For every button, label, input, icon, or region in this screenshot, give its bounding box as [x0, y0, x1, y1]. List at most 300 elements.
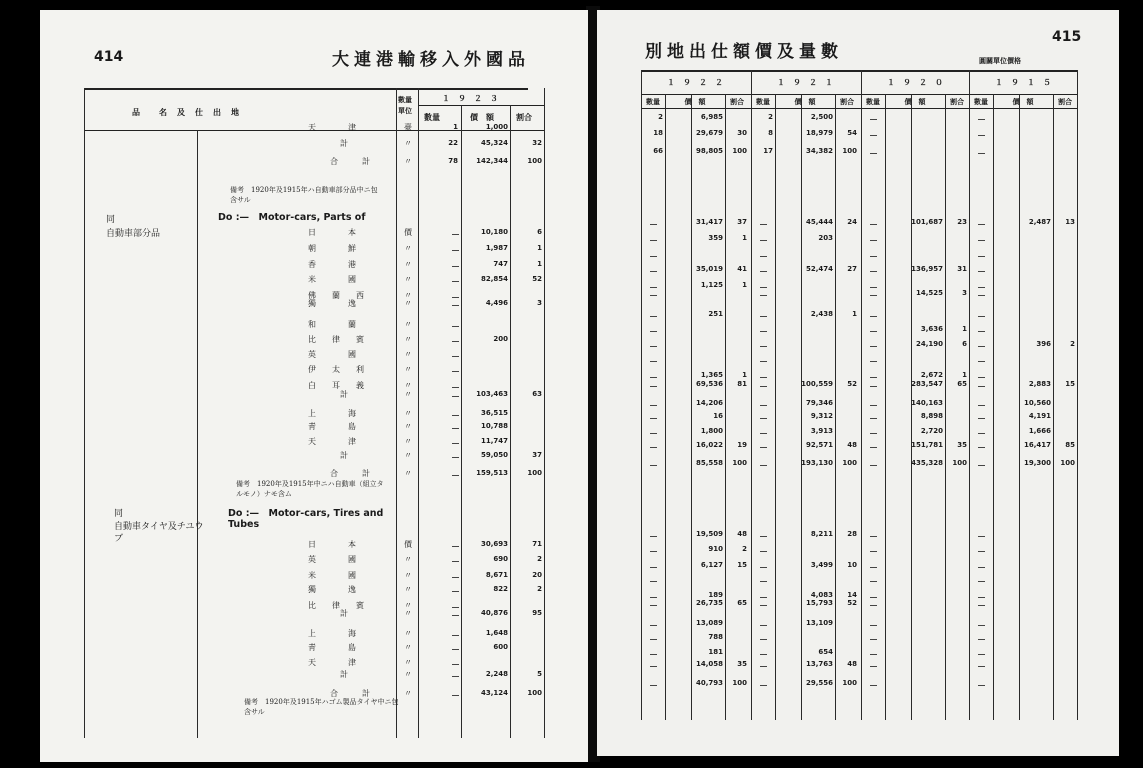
value-cell: 1,987: [485, 244, 508, 252]
dash-mark: [650, 346, 657, 347]
pct-cell: 3: [962, 289, 967, 297]
dash-mark: [452, 615, 459, 616]
value-cell: 1,648: [485, 629, 508, 637]
col-divider: [885, 94, 886, 720]
dash-mark: [452, 415, 459, 416]
value-cell: 14,525: [915, 289, 943, 297]
table-top-rule: [84, 88, 528, 90]
pct-cell: 41: [737, 265, 747, 273]
unit-cell: 價: [404, 540, 412, 549]
dash-mark: [870, 240, 877, 241]
dash-mark: [978, 625, 985, 626]
value-cell: 40,876: [480, 609, 508, 617]
origin-label: 獨 逸: [308, 299, 356, 308]
unit-cell: 〃: [404, 689, 412, 698]
value-cell: 43,124: [480, 689, 508, 697]
dash-mark: [650, 361, 657, 362]
dash-mark: [452, 356, 459, 357]
value-cell: 396: [1036, 340, 1051, 348]
year-rule: [641, 94, 1077, 95]
qty-cell: 18: [653, 129, 663, 137]
page-number-left: 414: [94, 49, 124, 65]
unit-cell: 〃: [404, 335, 412, 344]
value-cell: 359: [708, 234, 723, 242]
value-cell: 98,805: [695, 147, 723, 155]
dash-mark: [760, 465, 767, 466]
origin-label: 靑 島: [308, 643, 356, 652]
value-cell: 31,417: [695, 218, 723, 226]
pct-cell: 30: [737, 129, 747, 137]
header-qty: 數量: [646, 97, 660, 106]
dash-mark: [760, 224, 767, 225]
pct-cell: 20: [532, 571, 542, 579]
value-cell: 200: [493, 335, 508, 343]
dash-mark: [978, 256, 985, 257]
pct-cell: 100: [842, 147, 857, 155]
dash-mark: [452, 676, 459, 677]
unit-cell: 〃: [404, 629, 412, 638]
dash-mark: [870, 581, 877, 582]
pct-cell: 2: [742, 545, 747, 553]
dash-mark: [452, 428, 459, 429]
unit-cell: 〃: [404, 275, 412, 284]
page-number-right: 415: [1052, 29, 1082, 45]
pct-cell: 48: [737, 530, 747, 538]
page-title-left: 大連港輸移入外國品: [332, 50, 530, 70]
pct-cell: 6: [962, 340, 967, 348]
value-cell: 30,693: [480, 540, 508, 548]
dash-mark: [650, 377, 657, 378]
unit-cell: 〃: [404, 658, 412, 667]
dash-mark: [978, 331, 985, 332]
dash-mark: [650, 536, 657, 537]
value-cell: 103,463: [476, 390, 508, 398]
pct-cell: 100: [732, 147, 747, 155]
value-cell: 1,125: [700, 281, 723, 289]
pct-cell: 100: [527, 469, 542, 477]
dash-mark: [870, 447, 877, 448]
pct-cell: 31: [957, 265, 967, 273]
origin-label: 天 津: [308, 437, 356, 446]
origin-label: 英 國: [308, 350, 356, 359]
dash-mark: [452, 234, 459, 235]
value-cell: 788: [708, 633, 723, 641]
value-cell: 2,438: [810, 310, 833, 318]
note-section1: 備考 1920年及1915年中ニハ自動車（組立タルモノ）ナモ含ム: [236, 480, 384, 498]
header-goods-origin: 品 名 及 仕 出 地: [132, 107, 240, 117]
origin-label: 上 海: [308, 629, 356, 638]
dash-mark: [452, 695, 459, 696]
dash-mark: [870, 346, 877, 347]
unit-note: 圓關單位價格: [979, 56, 1021, 65]
value-cell: 1,000: [485, 123, 508, 131]
unit-cell: 〃: [404, 571, 412, 580]
header-year-1923: １ ９ ２ ３: [442, 93, 498, 103]
unit-cell: 〃: [404, 609, 412, 618]
dash-mark: [978, 654, 985, 655]
value-cell: 2,248: [485, 670, 508, 678]
pct-cell: 14: [847, 591, 857, 599]
value-cell: 19,300: [1023, 459, 1051, 467]
dash-mark: [760, 271, 767, 272]
value-cell: 19,509: [695, 530, 723, 538]
dash-mark: [870, 153, 877, 154]
dash-mark: [650, 224, 657, 225]
section1-name-jp: 自動車部分品: [106, 229, 161, 239]
dash-mark: [650, 433, 657, 434]
ditto-mark: 同: [114, 509, 124, 519]
origin-label: 合 計: [330, 689, 370, 698]
header-pct: 割合: [730, 97, 744, 106]
ditto-mark: 同: [106, 215, 116, 225]
dash-mark: [760, 331, 767, 332]
pct-cell: 15: [737, 561, 747, 569]
col-divider: [911, 94, 912, 720]
pct-cell: 1: [962, 325, 967, 333]
pct-cell: 1: [742, 281, 747, 289]
origin-label: 比 律 賓: [308, 335, 364, 344]
value-cell: 8,898: [920, 412, 943, 420]
pct-cell: 2: [537, 585, 542, 593]
dash-mark: [650, 551, 657, 552]
header-qty: 數量: [424, 112, 440, 122]
dash-mark: [978, 551, 985, 552]
dash-mark: [978, 465, 985, 466]
value-cell: 142,344: [476, 157, 508, 165]
value-cell: 26,735: [695, 599, 723, 607]
dash-mark: [650, 625, 657, 626]
dash-mark: [760, 377, 767, 378]
dash-mark: [978, 536, 985, 537]
dash-mark: [650, 331, 657, 332]
qty-cell: 22: [448, 139, 458, 147]
header-year: １ ９ ２ ０: [887, 77, 943, 87]
value-cell: 600: [493, 643, 508, 651]
value-cell: 140,163: [911, 399, 943, 407]
origin-label: 計: [340, 670, 348, 679]
value-cell: 2,672: [920, 371, 943, 379]
pct-cell: 13: [1065, 218, 1075, 226]
value-cell: 3,636: [920, 325, 943, 333]
dash-mark: [760, 418, 767, 419]
dash-mark: [650, 256, 657, 257]
origin-label: 伊 太 利: [308, 365, 364, 374]
pct-cell: 23: [957, 218, 967, 226]
dash-mark: [452, 326, 459, 327]
dash-mark: [760, 316, 767, 317]
pct-cell: 100: [732, 459, 747, 467]
dash-mark: [870, 433, 877, 434]
dash-mark: [870, 625, 877, 626]
origin-label: 米 國: [308, 571, 356, 580]
value-cell: 910: [708, 545, 723, 553]
dash-mark: [870, 224, 877, 225]
dash-mark: [870, 597, 877, 598]
value-cell: 52,474: [805, 265, 833, 273]
unit-cell: 〃: [404, 422, 412, 431]
pct-cell: 100: [842, 679, 857, 687]
value-cell: 690: [493, 555, 508, 563]
dash-mark: [452, 635, 459, 636]
dash-mark: [870, 119, 877, 120]
value-cell: 16,417: [1023, 441, 1051, 449]
value-cell: 24,190: [915, 340, 943, 348]
value-cell: 29,679: [695, 129, 723, 137]
pct-cell: 71: [532, 540, 542, 548]
pct-cell: 6: [537, 228, 542, 236]
dash-mark: [870, 639, 877, 640]
col-divider: [751, 70, 752, 720]
col-divider: [641, 70, 642, 720]
table-top-rule: [641, 70, 1077, 72]
pct-cell: 65: [737, 599, 747, 607]
pct-cell: 5: [537, 670, 542, 678]
pct-cell: 63: [532, 390, 542, 398]
dash-mark: [870, 287, 877, 288]
value-cell: 283,547: [911, 380, 943, 388]
dash-mark: [870, 465, 877, 466]
dash-mark: [870, 135, 877, 136]
origin-label: 靑 島: [308, 422, 356, 431]
dash-mark: [760, 666, 767, 667]
pct-cell: 10: [847, 561, 857, 569]
dash-mark: [870, 666, 877, 667]
pct-cell: 81: [737, 380, 747, 388]
pct-cell: 65: [957, 380, 967, 388]
origin-label: 計: [340, 390, 348, 399]
pct-cell: 100: [842, 459, 857, 467]
dash-mark: [978, 386, 985, 387]
dash-mark: [452, 387, 459, 388]
dash-mark: [978, 433, 985, 434]
dash-mark: [452, 664, 459, 665]
header-year: １ ９ １ ５: [995, 77, 1051, 87]
dash-mark: [760, 567, 767, 568]
value-cell: 16,022: [695, 441, 723, 449]
pct-cell: 95: [532, 609, 542, 617]
value-cell: 101,687: [911, 218, 943, 226]
value-cell: 1,666: [1028, 427, 1051, 435]
unit-cell: 臺: [404, 123, 412, 132]
origin-label: 日 本: [308, 540, 356, 549]
value-cell: 3,499: [810, 561, 833, 569]
unit-cell: 〃: [404, 585, 412, 594]
dash-mark: [870, 605, 877, 606]
value-cell: 79,346: [805, 399, 833, 407]
dash-mark: [978, 135, 985, 136]
dash-mark: [978, 567, 985, 568]
value-cell: 14,058: [695, 660, 723, 668]
pct-cell: 37: [737, 218, 747, 226]
value-cell: 100,559: [801, 380, 833, 388]
header-pct: 割合: [840, 97, 854, 106]
pct-cell: 100: [527, 689, 542, 697]
dash-mark: [650, 567, 657, 568]
value-cell: 92,571: [805, 441, 833, 449]
pct-cell: 24: [847, 218, 857, 226]
header-qty: 數量: [756, 97, 770, 106]
dash-mark: [760, 346, 767, 347]
dash-mark: [452, 281, 459, 282]
section1-name-en: Do :— Motor-cars, Parts of: [218, 212, 366, 223]
qty-cell: 2: [658, 113, 663, 121]
value-cell: 40,793: [695, 679, 723, 687]
pct-cell: 28: [847, 530, 857, 538]
origin-label: 天 津: [308, 123, 356, 132]
dash-mark: [452, 546, 459, 547]
right-page: [597, 10, 1119, 756]
col-divider: [461, 105, 462, 738]
unit-cell: 〃: [404, 299, 412, 308]
value-cell: 69,536: [695, 380, 723, 388]
qty-cell: 78: [448, 157, 458, 165]
col-divider: [835, 94, 836, 720]
unit-cell: 〃: [404, 157, 412, 166]
dash-mark: [978, 346, 985, 347]
dash-mark: [760, 551, 767, 552]
value-cell: 4,083: [810, 591, 833, 599]
unit-cell: 〃: [404, 139, 412, 148]
qty-cell: 2: [768, 113, 773, 121]
dash-mark: [650, 287, 657, 288]
dash-mark: [870, 418, 877, 419]
col-divider: [993, 94, 994, 720]
origin-label: 獨 逸: [308, 585, 356, 594]
dash-mark: [760, 433, 767, 434]
header-value: 價 額: [470, 112, 494, 122]
dash-mark: [760, 287, 767, 288]
dash-mark: [650, 316, 657, 317]
dash-mark: [452, 250, 459, 251]
dash-mark: [650, 605, 657, 606]
value-cell: 189: [708, 591, 723, 599]
unit-cell: 〃: [404, 670, 412, 679]
header-year: １ ９ ２ １: [777, 77, 833, 87]
col-divider: [969, 70, 970, 720]
dash-mark: [978, 405, 985, 406]
dash-mark: [452, 607, 459, 608]
origin-label: 計: [340, 451, 348, 460]
value-cell: 35,019: [695, 265, 723, 273]
pct-cell: 48: [847, 441, 857, 449]
dash-mark: [978, 271, 985, 272]
dash-mark: [760, 386, 767, 387]
dash-mark: [452, 443, 459, 444]
pct-cell: 1: [852, 310, 857, 318]
dash-mark: [452, 371, 459, 372]
value-cell: 6,985: [700, 113, 723, 121]
dash-mark: [978, 581, 985, 582]
dash-mark: [650, 685, 657, 686]
dash-mark: [452, 396, 459, 397]
dash-mark: [452, 341, 459, 342]
value-cell: 9,312: [810, 412, 833, 420]
pct-cell: 35: [737, 660, 747, 668]
dash-mark: [452, 457, 459, 458]
header-value: 價 額: [684, 97, 706, 106]
header-value: 價 額: [794, 97, 816, 106]
pct-cell: 2: [537, 555, 542, 563]
value-cell: 193,130: [801, 459, 833, 467]
dash-mark: [978, 361, 985, 362]
pct-cell: 100: [732, 679, 747, 687]
dash-mark: [978, 119, 985, 120]
unit-cell: 〃: [404, 437, 412, 446]
unit-cell: 〃: [404, 469, 412, 478]
value-cell: 85,558: [695, 459, 723, 467]
value-cell: 654: [818, 648, 833, 656]
header-value: 價 額: [1012, 97, 1034, 106]
col-divider: [725, 94, 726, 720]
value-cell: 747: [493, 260, 508, 268]
qty-cell: 17: [763, 147, 773, 155]
value-cell: 4,496: [485, 299, 508, 307]
dash-mark: [870, 361, 877, 362]
col-divider: [1053, 94, 1054, 720]
dash-mark: [760, 639, 767, 640]
pct-cell: 52: [532, 275, 542, 283]
value-cell: 251: [708, 310, 723, 318]
unit-cell: 〃: [404, 320, 412, 329]
unit-cell: 〃: [404, 244, 412, 253]
header-unit: 數量 單位: [398, 95, 412, 116]
value-cell: 8,671: [485, 571, 508, 579]
unit-cell: 〃: [404, 350, 412, 359]
pct-cell: 19: [737, 441, 747, 449]
note-section2: 備考 1920年及1915年ハゴム製品タイヤ中ニ包含サル: [244, 698, 399, 716]
pct-cell: 35: [957, 441, 967, 449]
dash-mark: [650, 386, 657, 387]
unit-cell: 〃: [404, 365, 412, 374]
value-cell: 2,883: [1028, 380, 1051, 388]
pct-cell: 1: [537, 260, 542, 268]
unit-cell: 〃: [404, 643, 412, 652]
unit-cell: 〃: [404, 451, 412, 460]
pct-cell: 37: [532, 451, 542, 459]
pct-cell: 100: [527, 157, 542, 165]
dash-mark: [978, 224, 985, 225]
header-value: 價 額: [904, 97, 926, 106]
dash-mark: [978, 666, 985, 667]
value-cell: 1,365: [700, 371, 723, 379]
table-left-border: [84, 88, 85, 738]
value-cell: 13,109: [805, 619, 833, 627]
pct-cell: 52: [847, 599, 857, 607]
value-cell: 36,515: [480, 409, 508, 417]
value-cell: 11,747: [480, 437, 508, 445]
unit-cell: 〃: [404, 555, 412, 564]
dash-mark: [760, 447, 767, 448]
origin-label: 上 海: [308, 409, 356, 418]
pct-cell: 1: [962, 371, 967, 379]
dash-mark: [978, 287, 985, 288]
section2-name-jp: 自動車タイヤ及チユウブ: [114, 522, 204, 544]
qty-cell: 8: [768, 129, 773, 137]
dash-mark: [650, 581, 657, 582]
dash-mark: [452, 266, 459, 267]
col-divider: [197, 130, 198, 738]
dash-mark: [650, 405, 657, 406]
dash-mark: [870, 256, 877, 257]
dash-mark: [760, 256, 767, 257]
dash-mark: [870, 271, 877, 272]
origin-label: 白 耳 義: [308, 381, 364, 390]
value-cell: 15,793: [805, 599, 833, 607]
value-cell: 2,500: [810, 113, 833, 121]
dash-mark: [760, 240, 767, 241]
origin-label: 和 蘭: [308, 320, 356, 329]
value-cell: 159,513: [476, 469, 508, 477]
